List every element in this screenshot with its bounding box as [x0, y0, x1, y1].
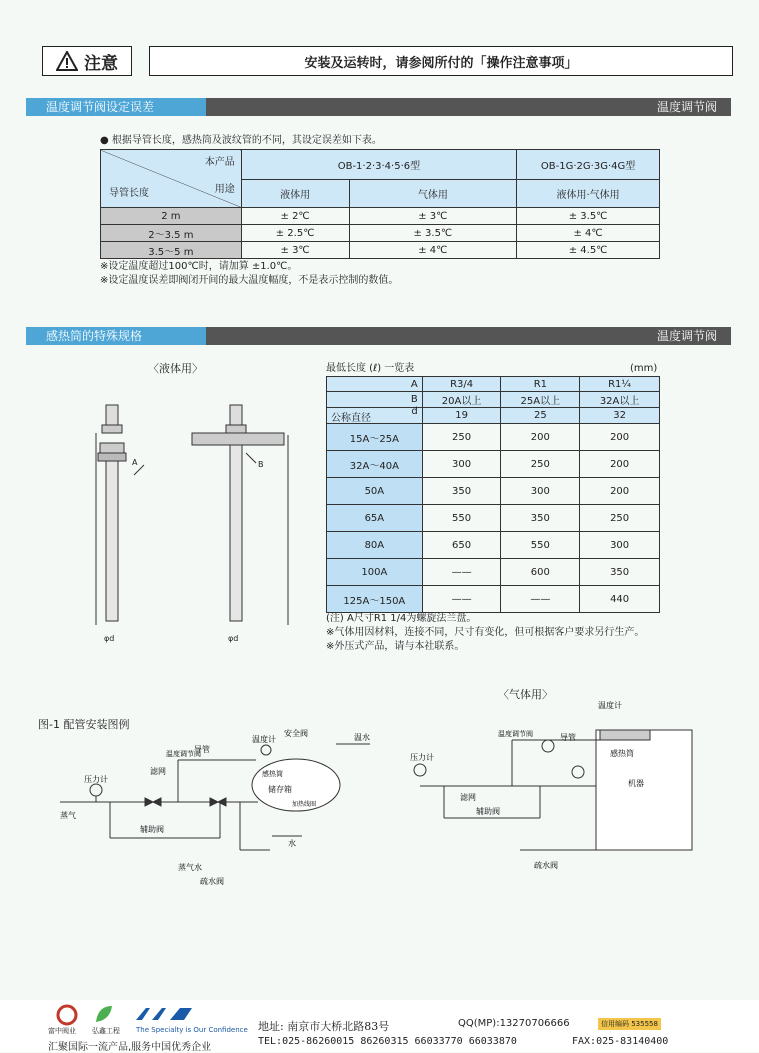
section2-note-2: ※气体用因材料，连接不同，尺寸有变化，但可根据客户要求另行生产。 [326, 627, 645, 638]
address: 地址: 南京市大桥北路83号 [258, 1020, 390, 1033]
svg-text:疏水阀: 疏水阀 [534, 861, 558, 870]
table-row: 3.5～5 m ± 3℃ ± 4℃ ± 4.5℃ [101, 242, 660, 259]
label-phi-d-1: φd [104, 634, 115, 643]
svg-text:压力计: 压力计 [410, 753, 434, 762]
svg-text:温度计: 温度计 [252, 735, 276, 744]
svg-text:机器: 机器 [628, 779, 644, 788]
sensor-drawings [88, 395, 308, 645]
table-row: 32A～40A 300 250 200 [327, 451, 660, 478]
corner-mid: 用途 [214, 184, 235, 195]
svg-text:温水: 温水 [354, 733, 370, 742]
label-phi-d-2: φd [228, 634, 239, 643]
corner-top: 本产品 [204, 157, 235, 168]
use-both: 液体用·气体用 [517, 180, 660, 208]
svg-text:水: 水 [288, 839, 296, 848]
section1-note-2: ※设定温度误差即阀闭开间的最大温度幅度，不是表示控制的数值。 [100, 275, 399, 286]
brand1: 富中阀业 [48, 1027, 76, 1035]
section2-tag: 温度调节阀 [206, 327, 731, 345]
table-row: 80A 650 550 300 [327, 532, 660, 559]
use-liquid: 液体用 [241, 180, 349, 208]
yarui-logo-icon [132, 1004, 232, 1024]
section1-tag: 温度调节阀 [206, 98, 731, 116]
svg-text:导管: 导管 [560, 733, 576, 742]
use-gas: 气体用 [349, 180, 517, 208]
col-label: 公称直径 [331, 413, 371, 424]
sensor-drawing-gas [192, 405, 288, 625]
label-a: A [132, 458, 138, 467]
section2-note-1: (注) A尺寸R1 1/4为螺旋法兰盘。 [326, 613, 477, 624]
svg-text:加热线圈: 加热线圈 [292, 801, 317, 808]
section2-note-3: ※外压式产品，请与本社联系。 [326, 641, 465, 652]
table-row: 2 m ± 2℃ ± 3℃ ± 3.5℃ [101, 208, 660, 225]
svg-text:辅助阀: 辅助阀 [476, 807, 500, 816]
section1-title: 温度调节阀设定误差 [26, 98, 208, 116]
qq: QQ(MP):13270706666 [458, 1018, 570, 1029]
model-a: OB-1·2·3·4·5·6型 [241, 150, 516, 180]
svg-text:温度计: 温度计 [598, 701, 622, 710]
table-row: 2～3.5 m ± 2.5℃ ± 3.5℃ ± 4℃ [101, 225, 660, 242]
svg-text:安全阀: 安全阀 [284, 729, 308, 738]
corner-cell [101, 150, 242, 208]
unit-label: (mm) [630, 363, 658, 374]
svg-text:导管: 导管 [194, 745, 210, 754]
leaf-logo-icon [92, 1002, 116, 1026]
warning-label: 注意 [84, 53, 118, 74]
svg-text:疏水阀: 疏水阀 [200, 877, 224, 886]
table-row: 100A —— 600 350 [327, 559, 660, 586]
warning-box [42, 46, 132, 76]
svg-text:感热筒: 感热筒 [610, 749, 634, 758]
svg-text:蒸气水: 蒸气水 [178, 863, 202, 872]
notice-box [149, 46, 733, 76]
piping-diagram-liquid [40, 720, 380, 900]
svg-text:辅助阀: 辅助阀 [140, 825, 164, 834]
svg-text:储存箱: 储存箱 [268, 785, 292, 794]
table-row: 65A 550 350 250 [327, 505, 660, 532]
sensor-drawing-liquid [96, 405, 144, 625]
section2-title: 感热筒的特殊规格 [26, 327, 208, 345]
table-row: 125A～150A —— —— 440 [327, 586, 660, 613]
credit: 信用编码 535558 [598, 1018, 661, 1030]
notice-text: 安装及运转时，请参阅所付的「操作注意事项」 [304, 55, 578, 71]
svg-text:滤网: 滤网 [460, 793, 476, 802]
slogan: 汇聚国际一流产品,服务中国优秀企业 [48, 1042, 212, 1053]
footer [0, 1000, 759, 1052]
min-length-title: 最低长度 (ℓ) 一览表 [326, 363, 415, 374]
warning-icon [56, 51, 78, 71]
svg-text:压力计: 压力计 [84, 775, 108, 784]
machine-shape [596, 730, 692, 850]
min-length-table: A R3/4 R1 R1¼ B 20A以上 25A以上 32A以上 公称直径 d 19 25 32 15A～25A 250 200 200 32A～40A 300 250 200 50A 350 300 200 65A 550 350 250 80A 650 550 300 100A —— 600 350 125A～150A —— —— 440 [326, 376, 660, 613]
tel: TEL:025-86260015 86260315 66033770 66033870 [258, 1036, 517, 1047]
error-table [100, 149, 660, 259]
section1-intro: ● 根据导管长度，感热筒及波纹管的不同，其设定误差如下表。 [100, 135, 382, 146]
piping-diagram-gas [400, 700, 700, 890]
section1-note-1: ※设定温度超过100℃时，请加算 ±1.0℃。 [100, 261, 298, 272]
label-b: B [258, 460, 264, 469]
svg-text:温度调节阀: 温度调节阀 [498, 730, 533, 738]
tagline-en: The Specialty is Our Confidence [136, 1026, 248, 1034]
table-row: 15A～25A 250 200 200 [327, 424, 660, 451]
liquid-caption: 〈液体用〉 [148, 362, 203, 375]
gas-caption: 〈气体用〉 [498, 688, 553, 701]
corner-left: 导管长度 [109, 188, 149, 199]
table-row: 50A 350 300 200 [327, 478, 660, 505]
svg-text:滤网: 滤网 [150, 767, 166, 776]
svg-text:感热筒: 感热筒 [262, 770, 283, 778]
model-b: OB-1G·2G·3G·4G型 [517, 150, 660, 180]
company-logo-icon [54, 1004, 80, 1026]
fig-title: 图-1 配管安装图例 [38, 718, 130, 731]
brand2: 弘鑫工程 [92, 1027, 120, 1035]
svg-text:蒸气: 蒸气 [60, 811, 76, 820]
fax: FAX:025-83140400 [572, 1036, 669, 1047]
svg-text:温度调节阀: 温度调节阀 [166, 750, 201, 758]
